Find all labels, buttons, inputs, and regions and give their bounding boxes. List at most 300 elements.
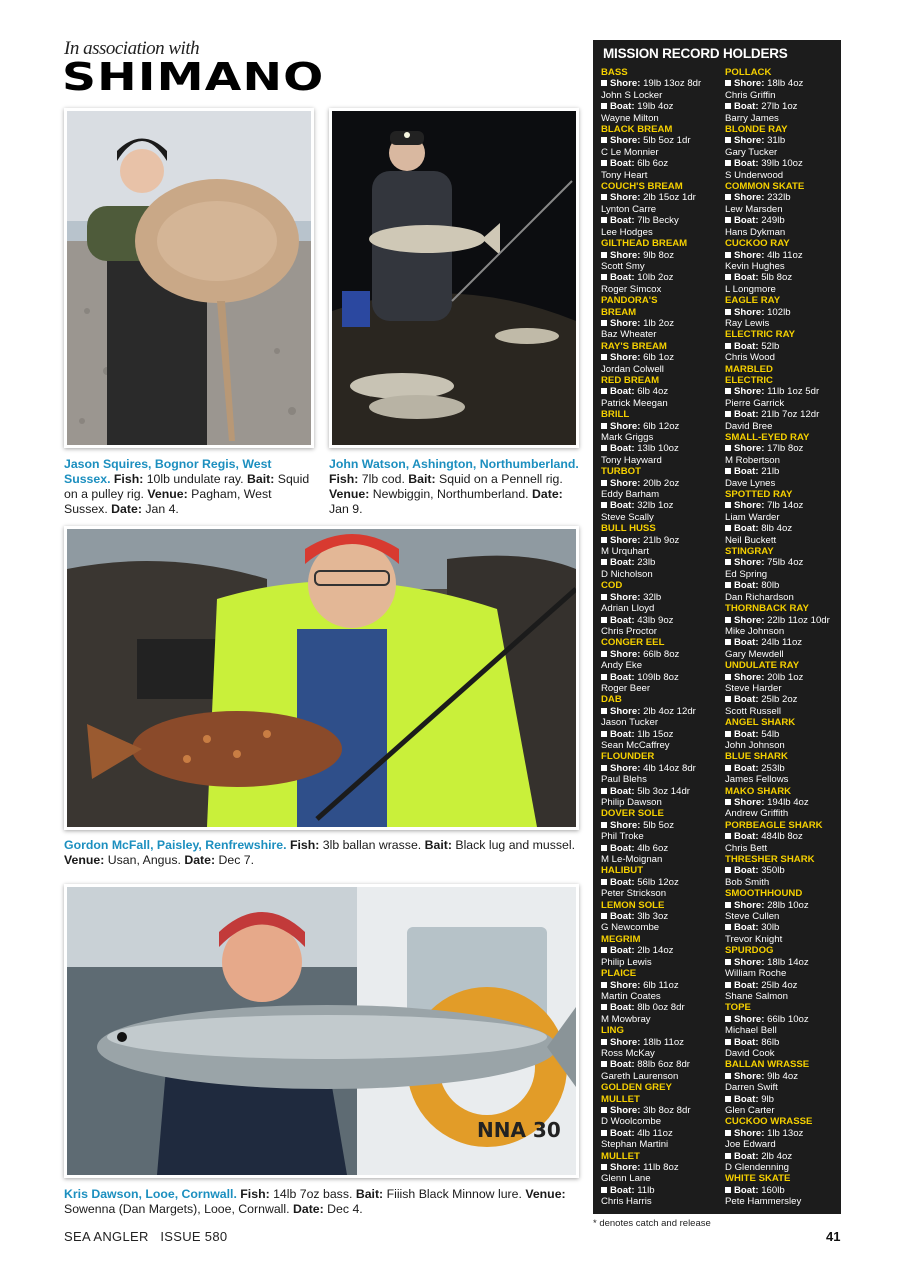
record-weight: 350lb <box>761 865 785 877</box>
record-holder-name: Liam Warder <box>725 511 780 523</box>
record-type-label: Boat: <box>734 1150 759 1162</box>
record-line <box>601 535 723 546</box>
record-line <box>725 557 847 568</box>
record-holder-name: John S Locker <box>601 89 663 101</box>
record-line <box>725 980 847 991</box>
record-weight: 4lb 11oz <box>767 249 803 261</box>
record-type-label: Shore: <box>734 899 765 911</box>
square-bullet-icon <box>725 309 731 315</box>
record-line <box>601 215 723 226</box>
venue-label: Venue: <box>64 853 105 867</box>
record-line <box>725 831 847 842</box>
record-weight: 31lb <box>767 135 786 147</box>
record-line <box>601 945 723 956</box>
bass-photo-image <box>67 887 576 1175</box>
angler-name: Kris Dawson, Looe, Cornwall. <box>64 1187 237 1201</box>
square-bullet-icon <box>725 252 731 258</box>
square-bullet-icon <box>725 582 731 588</box>
record-holder-name: John Johnson <box>725 739 785 751</box>
species-heading: MULLET <box>601 1150 640 1162</box>
record-type-label: Shore: <box>734 797 765 808</box>
record-type-label: Shore: <box>734 500 765 512</box>
record-holder-name: D Nicholson <box>601 568 653 580</box>
species-heading: MULLET <box>601 1093 640 1105</box>
record-type-label: Boat: <box>734 272 759 284</box>
square-bullet-icon <box>725 799 731 805</box>
square-bullet-icon <box>601 388 607 394</box>
records-column-left <box>601 67 723 1208</box>
record-line <box>601 763 723 774</box>
record-line <box>601 443 723 454</box>
record-line <box>725 443 847 454</box>
record-type-label: Boat: <box>734 694 759 706</box>
record-weight: 21lb <box>761 466 780 478</box>
record-holder-name: Barry James <box>725 112 779 124</box>
record-type-label: Shore: <box>610 78 641 90</box>
record-weight: 20lb 2oz <box>643 477 680 489</box>
record-line <box>725 763 847 774</box>
record-weight: 20lb 1oz <box>767 671 804 683</box>
record-holder-name: Chris Harris <box>601 1196 652 1208</box>
square-bullet-icon <box>725 1016 731 1022</box>
record-type-label: Boat: <box>734 728 759 740</box>
square-bullet-icon <box>725 959 731 965</box>
record-type-label: Boat: <box>610 158 635 170</box>
record-holder-name: Paul Blehs <box>601 774 647 786</box>
record-type-label: Boat: <box>734 762 759 774</box>
record-type-label: Boat: <box>610 101 635 113</box>
record-line <box>725 466 847 477</box>
record-line <box>601 78 723 89</box>
record-type-label: Boat: <box>734 101 759 113</box>
fish-label: Fish: <box>329 472 359 486</box>
record-weight: 6lb 1oz <box>643 352 674 364</box>
record-type-label: Shore: <box>610 591 641 603</box>
species-heading: POLLACK <box>725 67 772 78</box>
record-weight: 7lb Becky <box>637 215 679 227</box>
square-bullet-icon <box>601 822 607 828</box>
record-line <box>601 1162 723 1173</box>
bait-label: Bait: <box>408 472 436 486</box>
bait-value: Fiiish Black Minnow lure. <box>386 1187 522 1201</box>
record-line <box>725 215 847 226</box>
species-heading: ELECTRIC <box>725 374 773 386</box>
angler-name: Gordon McFall, Paisley, Renfrewshire. <box>64 838 287 852</box>
record-holder-name: Steve Cullen <box>725 911 780 923</box>
record-type-label: Shore: <box>610 979 641 991</box>
record-line <box>725 1071 847 1082</box>
square-bullet-icon <box>725 1073 731 1079</box>
venue-label: Venue: <box>147 487 188 501</box>
record-line <box>725 922 847 933</box>
record-line <box>725 1185 847 1196</box>
record-type-label: Shore: <box>734 192 765 204</box>
date-label: Date: <box>292 1202 324 1216</box>
record-holder-name: Glenn Lane <box>601 1173 651 1185</box>
record-weight: 9lb <box>761 1093 774 1105</box>
square-bullet-icon <box>601 252 607 258</box>
square-bullet-icon <box>601 320 607 326</box>
species-heading: THORNBACK RAY <box>725 603 809 615</box>
record-type-label: Boat: <box>734 865 759 877</box>
record-weight: 66lb 8oz <box>643 648 680 660</box>
square-bullet-icon <box>601 137 607 143</box>
record-line <box>601 386 723 397</box>
record-weight: 4lb 6oz <box>637 842 669 854</box>
record-line <box>601 1037 723 1048</box>
record-type-label: Boat: <box>734 340 759 352</box>
species-heading: TURBOT <box>601 466 641 478</box>
record-line <box>601 843 723 854</box>
record-holder-name: Shane Salmon <box>725 990 788 1002</box>
record-holder-name: Ray Lewis <box>725 317 770 329</box>
record-holder-name: Chris Bett <box>725 842 768 854</box>
angler-name: John Watson, Ashington, Northumberland. <box>329 457 579 471</box>
record-weight: 32lb 1oz <box>637 500 674 512</box>
record-holder-name: Pete Hammersley <box>725 1196 802 1208</box>
record-type-label: Shore: <box>734 956 765 968</box>
record-holder-name: Neil Buckett <box>725 534 777 546</box>
record-line <box>725 729 847 740</box>
record-type-label: Shore: <box>734 1070 765 1082</box>
record-holder-name: G Newcombe <box>601 922 660 934</box>
square-bullet-icon <box>725 639 731 645</box>
record-line <box>725 523 847 534</box>
lifebuoy-text: NNA 30 <box>477 1118 561 1142</box>
square-bullet-icon <box>725 160 731 166</box>
record-holder-name: Trevor Knight <box>725 933 783 945</box>
record-weight: 4lb 14oz 8dr <box>643 762 696 774</box>
record-type-label: Boat: <box>610 671 635 683</box>
square-bullet-icon <box>601 537 607 543</box>
square-bullet-icon <box>601 217 607 223</box>
square-bullet-icon <box>725 80 731 86</box>
record-weight: 6lb 12oz <box>643 420 680 432</box>
record-type-label: Boat: <box>610 272 635 284</box>
photo-bass-boat <box>64 884 579 1178</box>
record-line <box>601 1105 723 1116</box>
record-weight: 80lb <box>761 580 780 592</box>
record-holder-name: Bob Smith <box>725 876 770 888</box>
record-type-label: Boat: <box>734 637 759 649</box>
record-type-label: Boat: <box>610 614 635 626</box>
record-line <box>725 192 847 203</box>
square-bullet-icon <box>725 617 731 623</box>
records-column-right <box>725 67 847 1208</box>
square-bullet-icon <box>725 217 731 223</box>
venue-value: Pagham, West Sussex. <box>64 487 272 516</box>
record-holder-name: Tony Heart <box>601 169 648 181</box>
bait-value: Black lug and mussel. <box>455 838 575 852</box>
record-line <box>601 1059 723 1070</box>
record-type-label: Shore: <box>734 614 765 626</box>
record-holders-panel <box>593 40 841 1214</box>
square-bullet-icon <box>725 982 731 988</box>
species-heading: PANDORA'S <box>601 295 658 307</box>
species-heading: FLOUNDER <box>601 751 655 763</box>
fish-value: 10lb undulate ray. <box>146 472 244 486</box>
record-holder-name: James Fellows <box>725 774 789 786</box>
record-type-label: Boat: <box>734 523 759 535</box>
record-line <box>601 557 723 568</box>
record-line <box>725 78 847 89</box>
record-type-label: Boat: <box>610 1184 635 1196</box>
record-type-label: Shore: <box>610 317 641 329</box>
catch-release-note: * denotes catch and release <box>593 1218 711 1229</box>
record-line <box>601 615 723 626</box>
record-type-label: Shore: <box>610 762 641 774</box>
species-heading: BREAM <box>601 306 637 318</box>
record-type-label: Boat: <box>610 215 635 227</box>
record-weight: 19lb 13oz 8dr <box>643 78 702 90</box>
species-heading: STINGRAY <box>725 546 774 558</box>
record-holder-name: Michael Bell <box>725 1025 777 1037</box>
square-bullet-icon <box>601 845 607 851</box>
record-type-label: Boat: <box>734 831 759 843</box>
record-holder-name: M Robertson <box>725 454 780 466</box>
record-type-label: Boat: <box>610 557 635 569</box>
record-line <box>601 592 723 603</box>
record-weight: 6lb 11oz <box>643 979 679 991</box>
record-weight: 194lb 4oz <box>767 797 809 808</box>
record-holder-name: Dave Lynes <box>725 477 776 489</box>
record-holder-name: Joe Edward <box>725 1139 776 1151</box>
square-bullet-icon <box>601 559 607 565</box>
square-bullet-icon <box>601 1187 607 1193</box>
species-heading: LEMON SOLE <box>601 899 665 911</box>
record-holder-name: Ed Spring <box>725 568 768 580</box>
square-bullet-icon <box>601 80 607 86</box>
record-weight: 13lb 10oz <box>637 443 679 455</box>
record-holder-name: William Roche <box>725 968 787 980</box>
record-holder-name: Jordan Colwell <box>601 363 664 375</box>
species-heading: SPURDOG <box>725 945 774 957</box>
square-bullet-icon <box>725 411 731 417</box>
record-line <box>601 272 723 283</box>
record-holder-name: Mark Griggs <box>601 432 654 443</box>
record-holder-name: Lynton Carre <box>601 203 657 215</box>
square-bullet-icon <box>725 525 731 531</box>
square-bullet-icon <box>601 1107 607 1113</box>
venue-value: Sowenna (Dan Margets), Looe, Cornwall. <box>64 1202 290 1216</box>
record-weight: 8lb 4oz <box>761 523 793 535</box>
record-holder-name: Gary Mewdell <box>725 648 784 660</box>
wrasse-photo-image <box>67 529 576 827</box>
record-holder-name: Peter Strickson <box>601 888 667 900</box>
record-weight: 1lb 15oz <box>637 728 674 740</box>
record-line <box>725 307 847 318</box>
record-weight: 7lb 14oz <box>767 500 804 512</box>
record-holder-name: Dan Richardson <box>725 591 794 603</box>
record-type-label: Shore: <box>734 249 765 261</box>
record-weight: 6lb 6oz <box>637 158 669 170</box>
record-weight: 5lb 5oz <box>643 819 674 831</box>
record-type-label: Shore: <box>734 386 765 398</box>
square-bullet-icon <box>601 1130 607 1136</box>
square-bullet-icon <box>725 902 731 908</box>
record-holder-name: Steve Harder <box>725 682 782 694</box>
square-bullet-icon <box>601 788 607 794</box>
species-heading: BLONDE RAY <box>725 124 788 136</box>
bait-label: Bait: <box>355 1187 384 1201</box>
record-type-label: Boat: <box>610 876 635 888</box>
square-bullet-icon <box>601 103 607 109</box>
record-weight: 160lb <box>761 1184 785 1196</box>
record-type-label: Boat: <box>734 409 759 421</box>
record-type-label: Shore: <box>734 1013 765 1025</box>
venue-label: Venue: <box>329 487 370 501</box>
record-type-label: Shore: <box>610 1162 641 1173</box>
species-heading: ANGEL SHARK <box>725 717 796 729</box>
photo-ballan-wrasse <box>64 526 579 830</box>
species-heading: BLACK BREAM <box>601 124 673 136</box>
record-type-label: Boat: <box>734 1036 759 1048</box>
record-weight: 54lb <box>761 728 780 740</box>
record-line <box>725 500 847 511</box>
species-heading: BALLAN WRASSE <box>725 1059 810 1071</box>
species-heading: MAKO SHARK <box>725 785 792 797</box>
record-line <box>725 1014 847 1025</box>
square-bullet-icon <box>601 480 607 486</box>
species-heading: SMOOTHHOUND <box>725 888 803 900</box>
fish-value: 3lb ballan wrasse. <box>322 838 422 852</box>
record-weight: 21lb 9oz <box>643 534 680 546</box>
species-heading: COUCH'S BREAM <box>601 181 683 193</box>
species-heading: PORBEAGLE SHARK <box>725 819 823 831</box>
shimano-logo: SHIMANO <box>62 56 325 100</box>
bait-label: Bait: <box>247 472 275 486</box>
record-type-label: Boat: <box>610 1002 635 1014</box>
record-weight: 8lb 0oz 8dr <box>637 1002 685 1014</box>
record-weight: 9lb 8oz <box>643 249 674 261</box>
record-type-label: Boat: <box>610 945 635 957</box>
square-bullet-icon <box>725 502 731 508</box>
record-line <box>601 820 723 831</box>
species-heading: ELECTRIC RAY <box>725 329 796 341</box>
record-line <box>601 318 723 329</box>
square-bullet-icon <box>725 445 731 451</box>
magazine-footer: SEA ANGLER ISSUE 580 <box>64 1229 228 1244</box>
record-line <box>601 980 723 991</box>
record-weight: 249lb <box>761 215 785 227</box>
record-holder-name: Roger Beer <box>601 682 651 694</box>
record-weight: 22lb 11oz 10dr <box>767 614 830 626</box>
square-bullet-icon <box>601 274 607 280</box>
record-line <box>601 192 723 203</box>
record-type-label: Boat: <box>734 1093 759 1105</box>
record-holder-name: M Mowbray <box>601 1013 651 1025</box>
caption-kris-dawson <box>64 1187 584 1217</box>
record-line <box>725 615 847 626</box>
square-bullet-icon <box>725 468 731 474</box>
record-type-label: Boat: <box>610 443 635 455</box>
record-type-label: Shore: <box>734 306 765 318</box>
record-weight: 253lb <box>761 762 785 774</box>
record-weight: 21lb 7oz 12dr <box>761 409 820 421</box>
date-value: Jan 4. <box>145 502 179 516</box>
date-value: Dec 7. <box>218 853 255 867</box>
record-holder-name: Patrick Meegan <box>601 397 668 409</box>
record-type-label: Boat: <box>610 911 635 923</box>
record-holder-name: Chris Wood <box>725 352 775 364</box>
record-weight: 3lb 3oz <box>637 911 669 923</box>
species-heading: GILTHEAD BREAM <box>601 238 688 250</box>
record-type-label: Shore: <box>610 352 641 364</box>
record-line <box>725 637 847 648</box>
record-weight: 5lb 8oz <box>761 272 793 284</box>
record-line <box>601 786 723 797</box>
record-weight: 2lb 4oz 12dr <box>643 705 696 717</box>
record-line <box>601 1128 723 1139</box>
record-weight: 2lb 14oz <box>637 945 674 957</box>
record-holder-name: L Longmore <box>725 283 776 295</box>
species-heading: RAY'S BREAM <box>601 340 667 352</box>
record-type-label: Shore: <box>610 192 641 204</box>
square-bullet-icon <box>601 445 607 451</box>
square-bullet-icon <box>601 1004 607 1010</box>
species-heading: CONGER EEL <box>601 637 665 649</box>
square-bullet-icon <box>601 947 607 953</box>
square-bullet-icon <box>725 765 731 771</box>
record-weight: 88lb 6oz 8dr <box>637 1059 690 1071</box>
square-bullet-icon <box>725 867 731 873</box>
species-heading: EAGLE RAY <box>725 295 781 307</box>
record-holder-name: M Urquhart <box>601 546 649 558</box>
species-heading: TOPE <box>725 1002 751 1014</box>
square-bullet-icon <box>601 982 607 988</box>
record-line <box>601 250 723 261</box>
record-type-label: Boat: <box>734 1184 759 1196</box>
record-line <box>601 352 723 363</box>
record-line <box>725 101 847 112</box>
square-bullet-icon <box>601 160 607 166</box>
square-bullet-icon <box>725 194 731 200</box>
record-line <box>725 797 847 808</box>
record-type-label: Shore: <box>610 534 641 546</box>
square-bullet-icon <box>601 674 607 680</box>
record-line <box>725 672 847 683</box>
record-type-label: Boat: <box>734 466 759 478</box>
photo-cod-night <box>329 108 579 448</box>
square-bullet-icon <box>725 103 731 109</box>
record-holder-name: D Woolcombe <box>601 1116 662 1128</box>
record-holder-name: Baz Wheater <box>601 329 657 341</box>
record-weight: 24lb 11oz <box>761 637 803 649</box>
record-holder-name: Chris Proctor <box>601 625 657 637</box>
species-heading: MARBLED <box>725 363 773 375</box>
square-bullet-icon <box>601 765 607 771</box>
species-heading: WHITE SKATE <box>725 1173 791 1185</box>
record-holder-name: Gary Tucker <box>725 146 778 158</box>
page-number: 41 <box>826 1229 841 1244</box>
record-holder-name: Darren Swift <box>725 1082 778 1094</box>
record-type-label: Boat: <box>610 728 635 740</box>
record-holders-title: MISSION RECORD HOLDERS <box>603 46 788 61</box>
record-line <box>601 649 723 660</box>
record-type-label: Boat: <box>734 158 759 170</box>
record-type-label: Boat: <box>610 785 635 797</box>
record-type-label: Shore: <box>610 420 641 432</box>
square-bullet-icon <box>601 423 607 429</box>
species-heading: RED BREAM <box>601 374 660 386</box>
record-weight: 102lb <box>767 306 791 318</box>
association-label: In association with <box>64 38 200 59</box>
species-heading: COD <box>601 580 623 592</box>
species-heading: UNDULATE RAY <box>725 660 800 672</box>
record-weight: 11lb 8oz <box>643 1162 679 1173</box>
record-line <box>725 158 847 169</box>
record-line <box>601 1185 723 1196</box>
